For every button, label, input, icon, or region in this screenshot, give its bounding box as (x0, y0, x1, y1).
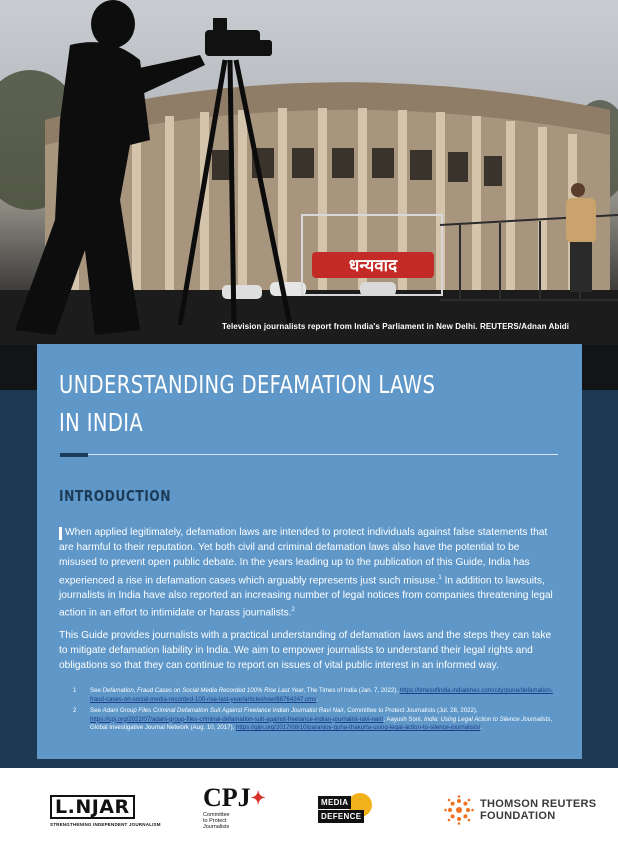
title-divider (60, 454, 558, 455)
parliament-photo-illustration (0, 0, 618, 345)
footnote-2-source-2: , Global Investigative Journal Network (Aug. 10, 2017), (90, 715, 553, 732)
footnote-2-title-2: India: Using Legal Action to Silence Journalists (423, 715, 551, 723)
footnote-1-tail: . (316, 695, 318, 703)
footnote-2-link-2[interactable]: https://gijn.org/2017/08/10/paranjoy-guha-thakurta-using-legal-action-to-silence-journalists/ (236, 724, 481, 732)
footnote-2-mid: ; Aayush Soni, (383, 715, 424, 723)
thomson-reuters-dots-icon (444, 795, 474, 825)
cpj-tag-line-2: to Protect (203, 818, 227, 824)
footnote-1-number: 1 (73, 687, 77, 694)
footnote-1-text (90, 687, 555, 704)
content-panel (37, 344, 582, 759)
footnote-2-text (90, 707, 555, 733)
section-heading: INTRODUCTION (59, 487, 172, 505)
thomson-reuters-foundation-logo (444, 795, 596, 825)
footnote-ref-2[interactable]: 2 (291, 607, 295, 614)
paragraph-1-text-a: When applied legitimately, defamation laws are intended to protect individuals against false statements that are harmful to their reputation. Yet both civil and criminal defamation laws also have the potential to be misused to prevent open public debate. In the years leading up to the publication of this Guide, India has experienced a rise in defamation cases which arguably represents just such misuse. (59, 527, 548, 586)
page-title (59, 366, 539, 442)
tr-line-2: FOUNDATION (480, 810, 556, 822)
footnote-1-pre: See (90, 687, 103, 694)
footnote-2-title: Adani Group Files Criminal Defamation Suit Against Freelance Indian Journalist Ravi Nair (102, 707, 344, 714)
thomson-reuters-wordmark (480, 798, 596, 822)
cpj-tag-line-1: Committee (203, 812, 230, 818)
intro-paragraph-1 (59, 525, 559, 621)
footnote-2-link[interactable]: https://cpj.org/2022/07/adani-group-files-criminal-defamation-suit-against-freelance-indian-journalist-ravi-nair/ (90, 715, 384, 723)
media-defence-word-2: DEFENCE (318, 810, 364, 823)
cpj-tagline (203, 812, 266, 830)
cover-photo (0, 0, 618, 345)
lnjar-tagline: STRENGTHENING INDEPENDENT JOURNALISM (50, 822, 161, 827)
intro-paragraph-2: This Guide provides journalists with a practical understanding of defamation laws and the steps they can take to mitigate defamation liability in India. We aim to empower journalists to understand their legal rights and obligations so that they can continue to report on issues of vital public interest in an informed way. (59, 630, 552, 672)
media-defence-word-1: MEDIA (318, 796, 351, 809)
partner-logos-footer (0, 768, 618, 849)
footnote-2-pre: See (90, 707, 103, 714)
sign-text: धन्यवाद (348, 256, 398, 276)
title-line-2: IN INDIA (59, 408, 144, 437)
cpj-flame-icon: ✦ (250, 788, 266, 808)
cpj-wordmark (203, 783, 266, 812)
footnote-1-source: , The Times of India (Jan. 7, 2022), (303, 687, 400, 694)
footnote-ref-1[interactable]: 1 (438, 574, 442, 581)
paragraph-1-text-b: In addition to lawsuits, journalists in India have also reported an increasing number of legal notices from companies threatening legal action in an effort to intimidate or harass journalists. (59, 575, 553, 619)
cpj-letters: CPJ (203, 783, 251, 812)
tr-line-1: THOMSON REUTERS (480, 798, 597, 810)
footnote-2-tail: . (480, 724, 482, 732)
photo-caption: Television journalists report from India's Parliament in New Delhi. REUTERS/Adnan Abidi (222, 322, 570, 331)
cpj-tag-line-3: Journalists (203, 824, 230, 830)
lnjar-logo (50, 795, 161, 827)
footnote-1-link[interactable]: https://timesofindia.indiatimes.com/city/pune/defamation-fraud-cases-on-social-media-recorded-100-rise-last-year/articleshow/88764247.cms (90, 687, 553, 703)
footnote-2-source: , Committee to Protect Journalists (Jul. 28, 2022), (343, 707, 478, 714)
media-defence-logo (318, 795, 364, 823)
footnote-1-title: Defamation, Fraud Cases on Social Media Recorded 100% Rise Last Year (102, 687, 304, 694)
footnote-2-number: 2 (73, 707, 77, 714)
title-line-1: UNDERSTANDING DEFAMATION LAWS (59, 370, 436, 399)
lnjar-wordmark: L.NJAR (50, 795, 135, 819)
title-accent-bar (60, 453, 88, 457)
cpj-logo (203, 783, 266, 830)
